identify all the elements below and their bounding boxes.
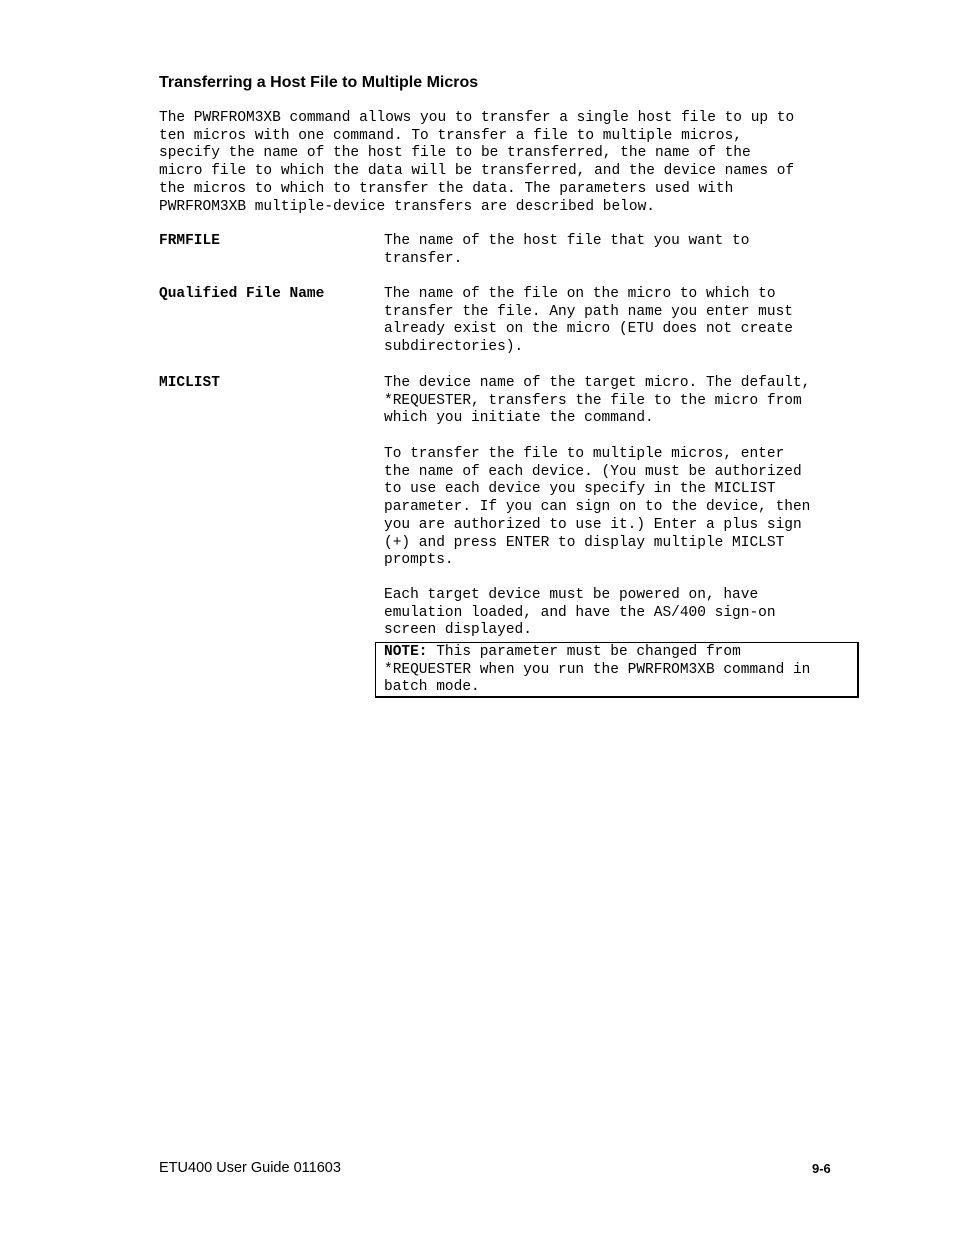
note-text: This parameter must be changed from *REQUESTER when you run the PWRFROM3XB command in batch mode. [384, 644, 811, 696]
param-term-frmfile: FRMFILE [159, 233, 220, 249]
footer-page-number: 9-6 [812, 1161, 831, 1176]
param-desc-miclist-requirements: Each target device must be powered on, have emulation loaded, and have the AS/400 sign-on screen displayed. [384, 587, 776, 639]
note-label: NOTE: [384, 644, 428, 660]
note-box [375, 642, 859, 698]
section-title: Transferring a Host File to Multiple Micros [159, 74, 479, 91]
param-term-qualified-file-name: Qualified File Name [159, 286, 325, 302]
intro-paragraph: The PWRFROM3XB command allows you to transfer a single host file to up to ten micros with one command. To transfer a file to multiple micros, specify the name of the host file to be transferred, the name of the micro file to which the data will be transferred, and the device names of the micros to which to transfer the data. The parameters used with PWRFROM3XB multiple-device transfers are described below. [159, 110, 795, 215]
param-desc-miclist-default: The device name of the target micro. The default, *REQUESTER, transfers the file to the micro from which you initiate the command. [384, 375, 811, 427]
param-term-miclist: MICLIST [159, 375, 220, 391]
footer-doc-title: ETU400 User Guide 011603 [159, 1160, 341, 1176]
param-desc-qualified-file-name: The name of the file on the micro to which to transfer the file. Any path name you enter must already exist on the micro (ETU does not create subdirectories). [384, 286, 793, 356]
param-desc-frmfile: The name of the host file that you want to transfer. [384, 233, 750, 267]
param-desc-miclist-multiple: To transfer the file to multiple micros, enter the name of each device. (You must be authorized to use each device you specify in the MICLIST parameter. If you can sign on to the device, then you are authorized to use it.) Enter a plus sign (+) and press ENTER to display multiple MICLST prompts. [384, 446, 811, 569]
